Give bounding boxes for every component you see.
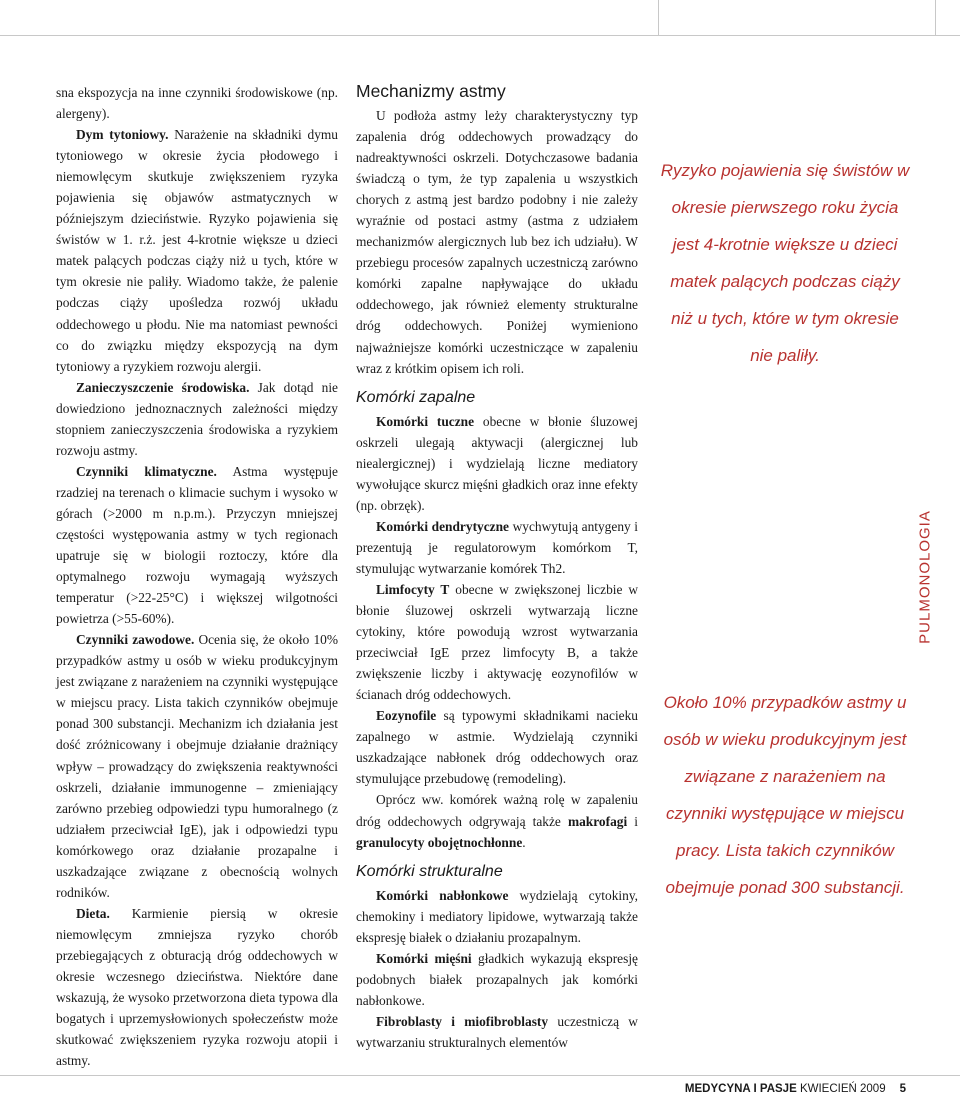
paragraph: Eozynofile są typowymi składnikami nacieku zapalnego w astmie. Wydzielają czynniki uszkadzające nabłonek dróg oddechowych oraz stymulujące przebudowę (remodeling). [356,708,638,787]
issue-date: KWIECIEŃ 2009 [796,1083,886,1095]
run-in-heading: Czynniki klimatyczne. [76,463,217,479]
paragraph: Komórki mięśni gładkich wykazują ekspresję podobnych białek prozapalnych jak komórki nabłonkowe. [356,950,638,1008]
run-in-heading: Dieta. [76,905,110,921]
paragraph: Dym tytoniowy. Narażenie na składniki dymu tytoniowego w okresie życia płodowego i niemowlęcym skutkuje zwiększeniem ryzyka pojawienia się objawów astmatycznych w późniejszym dzieciństwie. Ryzyko pojawienia się świstów w 1. r.ż. jest 4-krotnie większe u dzieci matek palących podczas ciąży niż u tych, które w tym okresie nie paliły. Wiadomo także, że palenie podczas ciąży upośledza rozwój układu oddechowego u płodu. Nie ma natomiast pewności co do związku między ekspozycją na dym tytoniowy a ryzykiem rozwoju alergii. [56,127,339,374]
bottom-rule [0,1075,960,1076]
top-divider-left [658,0,659,35]
page-number: 5 [899,1083,906,1095]
paragraph: Fibroblasty i miofibroblasty uczestniczą w wytwarzaniu strukturalnych elementów [356,1013,638,1050]
section-label-text: PULMONOLOGIA [916,510,934,644]
pull-quote-bottom: Około 10% przypadków astmy u osób w wieku produkcyjnym jest związane z narażeniem na czynniki występujące w miejscu pracy. Lista takich czynników obejmuje ponad 300 substancji. [663,693,907,897]
subsection-heading: Komórki strukturalne [356,862,503,880]
section-heading: Mechanizmy astmy [356,81,506,101]
paragraph: Zanieczyszczenie środowiska. Jak dotąd nie dowiedziono jednoznacznych zależności między stopniem zanieczyszczenia środowiska a ryzykiem rozwoju astmy. [56,379,338,458]
run-in-heading: Czynniki zawodowe. [76,632,195,648]
paragraph: Czynniki klimatyczne. Astma występuje rzadziej na terenach o klimacie suchym i wysoko w górach (>2000 m n.p.m.). Przyczyn mniejszej częstości występowania astmy w tych regionach upatruje się w biologii roztoczy, które dla optymalnego rozwoju wymagają wyższych temperatur (>22-25°C) i większej wilgotności powietrza (>55-60%). [56,463,338,627]
paragraph: Komórki dendrytyczne wychwytują antygeny i prezentują je regulatorowym komórkom T, stymulując wytwarzanie komórek Th2. [356,518,639,576]
section-label [905,502,945,652]
paragraph: Czynniki zawodowe. Ocenia się, że około 10% przypadków astmy u osób w wieku produkcyjnym jest związane z narażeniem na czynniki występujące w miejscu pracy. Lista takich czynników obejmuje ponad 300 substancji. Mechanizm ich działania jest dość zróżnicowany i obejmuje działanie drażniący wpływ – prowadzący do zwiększenia reaktywności oskrzeli, działanie immunogenne – zmieniający zarówno przebieg odpowiedzi typu humoralnego (z udziałem przeciwciał IgE), jak i odpowiedzi typu komórkowego oraz działanie prozapalne i uszkadzające związane z obecnością wolnych rodników. [56,632,338,900]
paragraph: sna ekspozycja na inne czynniki środowiskowe (np. alergeny). [56,85,338,122]
top-rule [0,35,960,36]
magazine-name: MEDYCYNA I PASJE [684,1083,797,1095]
paragraph: Komórki tuczne obecne w błonie śluzowej oskrzeli ulegają aktywacji (alergicznej lub niealergicznej) i wydzielają liczne mediatory wywołujące skurcz mięśni gładkich oraz inne efekty (np. obrzęk). [356,413,638,513]
text-column-left [56,82,338,1071]
paragraph: Oprócz ww. komórek ważną rolę w zapaleniu dróg oddechowych odgrywają także makrofagi i granulocyty obojętnochłonne. [356,792,638,850]
paragraph: Limfocyty T obecne w zwiększonej liczbie w błonie śluzowej oskrzeli wytwarzają liczne cytokiny, które powodują wzrost wytwarzania przeciwciał IgE przez limfocyty B, a także zwiększenie liczby i aktywację eozynofilów w ścianach dróg oddechowych. [356,581,638,703]
paragraph: Dieta. Karmienie piersią w okresie niemowlęcym zmniejsza ryzyko chorób przebiegających z obturacją dróg oddechowych w okresie wczesnego dzieciństwa. Niektóre dane wskazują, że wysoko przetworzona dieta typowa dla bogatych i uprzemysłowionych społeczeństw może skutkować zwiększeniem ryzyka rozwoju atopii i astmy. [56,905,338,1069]
paragraph: U podłoża astmy leży charakterystyczny typ zapalenia dróg oddechowych prowadzący do nadreaktywności oskrzeli. Dotychczasowe badania świadczą o tym, że typ zapalenia u wszystkich chorych z astmą jest bardzo podobny i nie zależy wyraźnie od postaci astmy (astma z udziałem mechanizmów alergicznych lub bez ich udziału). W przebiegu procesów zapalnych uczestniczą zarówno komórki zapalne napływające do układu oddechowego, jak również elementy strukturalne dróg oddechowych. Poniżej wymieniono najważniejsze komórki uczestniczące w zapaleniu wraz z krótkim opisem ich roli. [356,108,638,376]
pull-quote-top: Ryzyko pojawienia się świstów w okresie pierwszego roku życia jest 4-krotnie większe u dzieci matek palących podczas ciąży niż u tych, które w tym okresie nie paliły. [660,161,910,365]
run-in-heading: Dym tytoniowy. [76,127,169,143]
top-divider-right [935,0,936,35]
text-column-middle [356,80,638,1053]
subsection-heading: Komórki zapalne [356,388,476,406]
run-in-heading: Zanieczyszczenie środowiska. [76,379,250,395]
paragraph: Komórki nabłonkowe wydzielają cytokiny, chemokiny i mediatory lipidowe, wytwarzają także ekspresję białek o działaniu prozapalnym. [356,887,638,945]
page-footer [685,1083,906,1095]
